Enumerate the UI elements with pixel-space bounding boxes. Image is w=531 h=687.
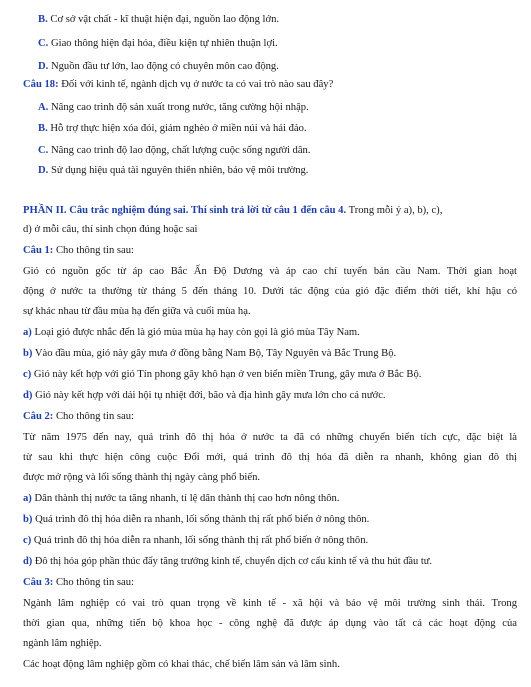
cau1-item-c[interactable]: [0, 368, 531, 381]
item-label: c): [23, 535, 32, 546]
option-text: Sử dụng hiệu quả tài nguyên thiên nhiên, bảo vệ môi trường.: [50, 165, 309, 176]
q17-option-b[interactable]: [0, 13, 531, 26]
option-label: B.: [38, 14, 48, 25]
item-text: Gió này kết hợp với dải hội tụ nhiệt đới, bão và địa hình gây mưa lớn cho cả nước.: [35, 390, 386, 401]
cau2-paragraph-line: được mở rộng và lối sống thành thị ngày càng phổ biến.: [23, 472, 261, 483]
cau2-item-c[interactable]: [0, 534, 531, 547]
item-label: b): [23, 348, 33, 359]
question-number: Câu 1:: [23, 245, 54, 256]
option-label: C.: [38, 145, 49, 156]
item-label: d): [23, 390, 33, 401]
cau1-item-a[interactable]: [0, 326, 531, 339]
item-text: Đô thị hóa góp phần thúc đẩy tăng trưởng kinh tế, chuyển dịch cơ cấu kinh tế và thu hút đầu tư.: [34, 556, 432, 567]
q18-option-a[interactable]: [0, 101, 531, 114]
option-label: D.: [38, 61, 49, 72]
item-label: c): [23, 369, 32, 380]
cau1-heading: [0, 244, 531, 257]
question-intro: Cho thông tin sau:: [55, 245, 134, 256]
item-text: Quá trình đô thị hóa diễn ra nhanh, lối sống thành thị rất phổ biến ở nông thôn.: [35, 514, 370, 525]
item-text: Gió này kết hợp với gió Tín phong gây khô hạn ở ven biển miền Trung, gây mưa ở Bắc Bộ.: [33, 369, 422, 380]
question-intro: Cho thông tin sau:: [55, 577, 134, 588]
option-label: A.: [38, 102, 49, 113]
question-intro: Cho thông tin sau:: [55, 411, 134, 422]
cau2-heading: [0, 410, 531, 423]
cau3-paragraph-line: thời gian qua, những tiến bộ khoa học - công nghệ đã được áp dụng vào tất cả các hoạt động của: [23, 618, 517, 629]
option-text: Nâng cao trình độ sản xuất trong nước, tăng cường hội nhập.: [50, 102, 309, 113]
question-number: Câu 3:: [23, 577, 54, 588]
question-text: Đối với kinh tế, ngành dịch vụ ở nước ta có vai trò nào sau đây?: [61, 79, 334, 90]
cau1-paragraph-line: sự khác nhau từ đầu mùa hạ đến giữa và cuối mùa hạ.: [23, 306, 251, 317]
option-text: Nâng cao trình độ lao động, chất lượng cuộc sống người dân.: [50, 145, 311, 156]
part2-instruction-cont: d) ở mỗi câu, thí sinh chọn đúng hoặc sai: [23, 224, 198, 235]
option-label: B.: [38, 123, 48, 134]
cau3-paragraph-last: Các hoạt động lâm nghiệp gồm có khai thác, chế biến lâm sản và lâm sinh.: [23, 659, 340, 670]
cau1-item-b[interactable]: [0, 347, 531, 360]
cau1-item-d[interactable]: [0, 389, 531, 402]
item-label: a): [23, 493, 32, 504]
part2-heading: [0, 204, 531, 217]
item-text: Loại gió được nhắc đến là gió mùa mùa hạ hay còn gọi là gió mùa Tây Nam.: [34, 327, 360, 338]
cau1-paragraph-line: động ở nước ta thường từ tháng 5 đến tháng 10. Dưới tác động của gió đặc điểm thời tiết, khí hậu có: [23, 286, 517, 297]
cau3-paragraph-line: ngành lâm nghiệp.: [23, 638, 102, 649]
item-label: a): [23, 327, 32, 338]
option-text: Nguồn đầu tư lớn, lao động có chuyên môn cao động.: [50, 61, 279, 72]
cau3-heading: [0, 576, 531, 589]
question-number: Câu 2:: [23, 411, 54, 422]
option-label: C.: [38, 38, 49, 49]
cau2-item-b[interactable]: [0, 513, 531, 526]
part-instruction: Trong mỗi ý a), b), c),: [348, 205, 443, 216]
option-label: D.: [38, 165, 49, 176]
q18-option-b[interactable]: [0, 122, 531, 135]
option-text: Hỗ trợ thực hiện xóa đói, giảm nghèo ở miền núi và hải đảo.: [50, 123, 307, 134]
cau2-paragraph-line: từ sau khi thực hiện công cuộc Đổi mới, quá trình đô thị hóa đã diễn ra nhanh, không gian đô thị: [23, 452, 517, 463]
item-text: Vào đầu mùa, gió này gây mưa ở đồng bằng Nam Bộ, Tây Nguyên và Bắc Trung Bộ.: [34, 348, 397, 359]
item-text: Quá trình đô thị hóa diễn ra nhanh, lối sống thành thị rất phổ biến ở nông thôn.: [33, 535, 369, 546]
q17-option-d[interactable]: [0, 60, 531, 73]
item-label: b): [23, 514, 33, 525]
question-number: Câu 18:: [23, 79, 59, 90]
cau2-item-a[interactable]: [0, 492, 531, 505]
item-text: Dân thành thị nước ta tăng nhanh, tỉ lệ dân thành thị cao hơn nông thôn.: [34, 493, 340, 504]
q18-option-c[interactable]: [0, 144, 531, 157]
cau1-paragraph-line: Gió có nguồn gốc từ áp cao Bắc Ấn Độ Dương và áp cao chí tuyến bán cầu Nam. Thời gian hoạt: [23, 266, 517, 277]
q17-option-c[interactable]: [0, 37, 531, 50]
q18-stem: [0, 78, 531, 91]
cau2-item-d[interactable]: [0, 555, 531, 568]
cau3-paragraph-line: Ngành lâm nghiệp có vai trò quan trọng về kinh tế - xã hội và bảo vệ môi trường sinh thái. Trong: [23, 598, 517, 609]
item-label: d): [23, 556, 33, 567]
cau2-paragraph-line: Từ năm 1975 đến nay, quá trình đô thị hóa ở nước ta đã có những chuyển biến tích cực, đặc biệt là: [23, 432, 517, 443]
option-text: Cơ sở vật chất - kĩ thuật hiện đại, nguồn lao động lớn.: [50, 14, 280, 25]
option-text: Giao thông hiện đại hóa, điều kiện tự nhiên thuận lợi.: [50, 38, 278, 49]
q18-option-d[interactable]: [0, 164, 531, 177]
part-title: PHẦN II. Câu trắc nghiệm đúng sai. Thí sinh trả lời từ câu 1 đến câu 4.: [23, 205, 347, 216]
